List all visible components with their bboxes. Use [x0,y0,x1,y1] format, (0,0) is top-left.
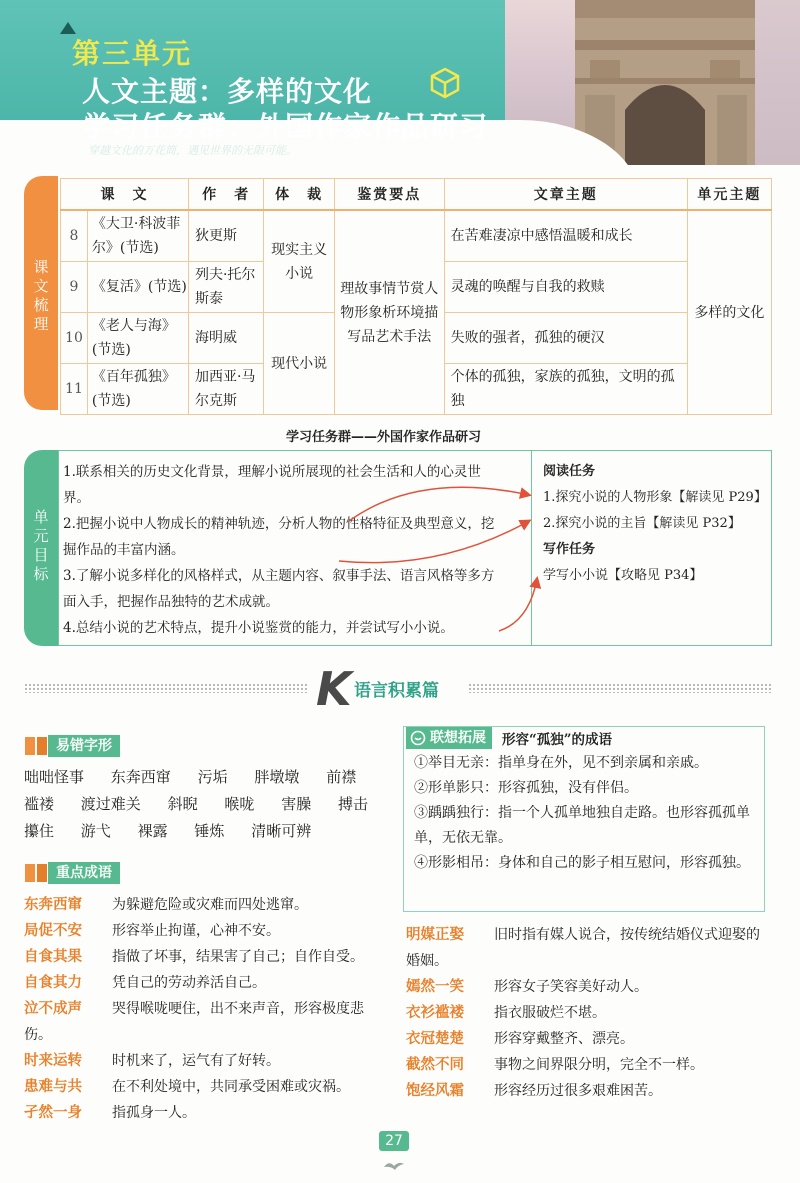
word: 东奔西窜 [110,768,171,786]
side-tab [24,176,58,410]
text-title: 《百年孤独》(节选) [87,364,188,415]
unit-theme: 多样的文化 [687,210,771,415]
association-item: ④形影相吊：身体和自己的影子相互慰问，形容孤独。 [414,855,750,871]
idiom-definition: 指做了坏事，结果害了自己；自作自受。 [112,949,364,965]
word: 污垢 [197,768,228,786]
author: 列夫·托尔斯泰 [188,262,263,313]
link-arrows [59,451,771,645]
word: 胖墩墩 [254,768,300,786]
word: 咄咄怪事 [24,768,85,786]
idiom-definition: 指衣服破烂不堪。 [494,1005,606,1021]
genre: 现代小说 [264,313,335,415]
word: 害臊 [281,795,312,813]
idiom-item [24,892,388,918]
idiom-term: 自食其力 [24,975,82,991]
goal-item: 4.总结小说的艺术特点，提升小说鉴赏的能力，并尝试写小小说。 [63,620,454,636]
word: 锤炼 [194,822,225,840]
association-item: ②形单影只：形容孤独，没有伴侣。 [414,780,638,796]
idiom-item [24,944,388,970]
word: 清晰可辨 [251,822,312,840]
idiom-definition: 旧时指有媒人说合，按传统结婚仪式迎娶的婚姻。 [406,927,760,969]
row-number: 8 [61,210,88,262]
reading-task-item[interactable]: 2.探究小说的主旨【解读见 P32】 [543,516,741,531]
idiom-definition: 凭自己的劳动养活自己。 [112,975,266,991]
word: 攥住 [24,822,55,840]
word: 斜睨 [167,795,198,813]
typo-badge [24,735,120,757]
idioms-badge [24,862,120,884]
idiom-item [24,1048,388,1074]
summary-table [60,178,772,415]
idiom-definition: 指孤身一人。 [112,1105,196,1121]
word: 裸露 [137,822,168,840]
idiom-definition: 形容举止拘谨，心神不安。 [112,923,280,939]
idiom-definition: 形容穿戴整齐、漂亮。 [494,1031,634,1047]
writing-task-heading: 写作任务 [543,542,596,557]
idiom-term: 时来运转 [24,1053,82,1069]
association-title: 形容“孤独”的成语 [502,732,613,748]
idiom-definition: 在不利处境中，共同承受困难或灾祸。 [112,1079,350,1095]
idiom-term: 东奔西窜 [24,897,82,913]
col-header-text: 课 文 [61,179,189,211]
idiom-item [24,970,388,996]
table-row [61,210,772,262]
unit-title: 第三单元 [72,37,193,70]
badge-label: 易错字形 [48,735,120,757]
typo-words [24,764,384,845]
association-list [414,751,758,876]
word: 搏击 [337,795,368,813]
text-title: 《老人与海》(节选) [87,313,188,364]
col-header-unit-theme: 单元主题 [687,179,771,211]
reading-task-item[interactable]: 1.探究小说的人物形象【解读见 P29】 [543,490,767,505]
bird-icon [383,1156,405,1175]
idiom-term: 截然不同 [406,1057,464,1073]
text-title: 《大卫·科波菲尔》(节选) [87,210,188,262]
badge-label: 重点成语 [48,862,120,884]
side-tab-label: 课文梳理 [33,258,49,333]
humanity-theme: 人文主题：多样的文化 [82,75,373,108]
idiom-definition: 形容经历过很多艰难困苦。 [494,1083,662,1099]
idiom-term: 嫣然一笑 [406,979,464,995]
article-theme: 个体的孤独，家族的孤独，文明的孤独 [444,364,687,415]
idiom-item [24,996,388,1048]
book-icon [24,735,48,757]
goals-box [58,450,772,646]
word: 渡过难关 [80,795,141,813]
idiom-term: 饱经风霜 [406,1083,464,1099]
association-header [406,727,612,749]
idiom-term: 局促不安 [24,923,82,939]
writing-task-item[interactable]: 学写小小说【攻略见 P34】 [543,568,703,583]
side-tab [24,450,58,646]
header-tagline: 穿越文化的万花筒，遇见世界的无限可能。 [88,144,297,157]
task-group: 学习任务群：外国作家作品研习 [82,110,489,143]
idiom-list-right [406,922,772,1104]
dotted-divider [24,683,309,693]
reading-task-heading: 阅读任务 [543,464,596,479]
genre: 现实主义小说 [264,210,335,313]
table-header-row [61,179,772,211]
author: 海明威 [188,313,263,364]
word: 游弋 [80,822,111,840]
association-box [403,726,765,912]
text-summary-section [24,176,772,410]
idiom-term: 自食其果 [24,949,82,965]
word: 褴褛 [24,795,55,813]
idiom-definition: 形容女子笑容美好动人。 [494,979,648,995]
section-title: 语言积累篇 [354,681,439,701]
word: 喉咙 [224,795,255,813]
idiom-term: 患难与共 [24,1079,82,1095]
text-title: 《复活》(节选) [87,262,188,313]
association-tag-label: 联想拓展 [430,730,486,746]
idiom-item [406,1052,772,1078]
word: 前襟 [326,768,357,786]
link-icon [410,730,426,746]
association-item: ①举目无亲：指单身在外，见不到亲属和亲戚。 [414,755,708,771]
idiom-definition: 时机来了，运气有了好转。 [112,1053,280,1069]
row-number: 9 [61,262,88,313]
unit-header [0,0,800,165]
idiom-list-left [24,892,388,1126]
idiom-definition: 为躲避危险或灾难而四处逃窜。 [112,897,308,913]
cube-icon [428,66,462,104]
idiom-item [406,974,772,1000]
unit-goals-section [24,450,772,646]
idiom-item [406,922,772,974]
task-group-title: 学习任务群——外国作家作品研习 [286,430,482,445]
goal-item: 2.把握小说中人物成长的精神轨迹，分析人物的性格特征及典型意义，挖掘作品的丰富内涵。 [63,516,495,558]
word-row [24,791,384,818]
idiom-term: 孑然一身 [24,1105,82,1121]
idiom-term: 泣不成声 [24,1001,82,1017]
page-number: 27 [379,1131,409,1151]
idiom-term: 衣冠楚楚 [406,1031,464,1047]
author: 加西亚·马尔克斯 [188,364,263,415]
idiom-definition: 事物之间界限分明，完全不一样。 [494,1057,704,1073]
col-header-genre: 体 裁 [264,179,335,211]
dotted-divider [468,683,772,693]
side-tab-label: 单元目标 [33,508,49,583]
article-theme: 失败的强者，孤独的硬汉 [444,313,687,364]
book-icon [24,862,48,884]
idiom-item [24,1074,388,1100]
idiom-item [406,1000,772,1026]
col-header-author: 作 者 [188,179,263,211]
col-header-key-points: 鉴赏要点 [334,179,444,211]
idiom-term: 衣衫褴褛 [406,1005,464,1021]
article-theme: 灵魂的唤醒与自我的救赎 [444,262,687,313]
author: 狄更斯 [188,210,263,262]
goal-item: 3.了解小说多样化的风格样式，从主题内容、叙事手法、语言风格等多方面入手，把握作品独特的艺术成就。 [63,568,495,610]
idiom-item [24,1100,388,1126]
idiom-item [406,1078,772,1104]
idiom-item [24,918,388,944]
goal-item: 1.联系相关的历史文化背景，理解小说所展现的社会生活和人的心灵世界。 [63,464,481,506]
idiom-term: 明媒正娶 [406,927,464,943]
idiom-item [406,1026,772,1052]
col-header-article-theme: 文章主题 [444,179,687,211]
article-theme: 在苦难凄凉中感悟温暖和成长 [444,210,687,262]
word-row [24,818,384,845]
association-tag [406,727,492,749]
idiom-definition: 哭得喉咙哽住，出不来声音，形容极度悲伤。 [24,1001,364,1043]
association-item: ③踽踽独行：指一个人孤单地独自走路。也形容孤孤单单，无依无靠。 [414,805,750,846]
key-points: 理故事情节赏人物形象析环境描写品艺术手法 [334,210,444,415]
k-logo: K [316,662,352,716]
row-number: 10 [61,313,88,364]
row-number: 11 [61,364,88,415]
word-row [24,764,384,791]
